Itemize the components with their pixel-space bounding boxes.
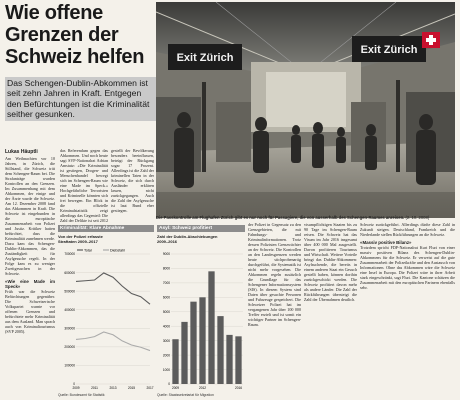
asylum-bar-2011 xyxy=(190,302,196,384)
column-6-text-b: Trotzdem spricht FDP-Nationalrat Kurt Fluri von einer massiv positiven Bilanz des Schengen-Dublin-Abkommens für die Schweiz. Er verweist auf die gute Zusammenarbeit der Polizeikräfte und den Austausch von Informationen. Ohne das Abkommen wäre die Schweiz eine Insel in Europa. Die Polizei wäre in ihrer Arbeit stark eingeschränkt, sagt Fluri. Die Kantone schätzen die Zusammenarbeit mit den europäischen Partnern ebenfalls sehr. xyxy=(360,245,455,290)
column-1-text-b: Früh war die Schweiz Befürchtungen gegenüber. Die Schweizerische Volkspartei warnte vor offenen Grenzen und befürchtete mehr Kriminalität aus dem Ausland. Man sprach auch von Kriminaltourismus (SVP 2005). xyxy=(5,289,55,334)
asylum-x-tick-label: 2012 xyxy=(198,386,207,390)
column-3-text: gestellt der Bevölkerung besonders beeinflussen, betrügt der Rückgang sogar 17 Prozent. Allerdings ist die Zahl der kriminellen Taten in der Schweiz, die sich durch Ausländer erklären lassen, nicht zurückgegangen. Auch die Zahl der Asylgesuche ist laut Bund eher gestiegen. xyxy=(111,148,154,213)
asylum-bar-2016 xyxy=(235,336,241,384)
article-column-2 xyxy=(60,148,108,222)
crime-y-tick-label: 700000 xyxy=(64,252,75,257)
article-column-5 xyxy=(304,222,357,400)
subheading-positive-bilanz: «Massiv positive Bilanz» xyxy=(360,240,412,245)
crime-chart-subtitle-1: Von der Polizei erfasste xyxy=(58,234,103,239)
asylum-bar-2009 xyxy=(172,339,178,384)
headline-line-3: Schweiz helfen xyxy=(5,46,145,68)
asylum-y-tick-label: 0 xyxy=(168,382,170,387)
crime-x-tick-label: 2009 xyxy=(72,386,80,390)
asylum-bar-2013 xyxy=(208,271,214,384)
column-4-text: der Polizei in Gegensatz zu den Grenzgebieten, die mit Fahndungs- und Kriminalinformationen. Trotz dessen Polizisten Grenzwächter an der Schweiz. Die Kontrollen an den Landesgrenzen werden heute stichprobenartig durchgeführt, die Systematik ist nicht mehr vorgesehen. Die Abkommen regeln zusätzlich die Grundlage für das Schengener Informationssystem (SIS). In diesem System sind Daten über gesuchte Personen und Fahrzeuge gespeichert. Die Schweizer Polizei hat im vergangenen Jahr über 100 000 Treffer erzielt und ist somit ein wichtiger Partner im Schengen-Raum. xyxy=(248,222,301,327)
column-5-text: visumpflichtigen Staaten bis zu 90 Tage im Schengen-Raum reisen. Die Schweiz hat das Visum im Jahr 2016 insgesamt über 400 000 Mal ausgestellt. Davon profitieren Tourismus und Wirtschaft. Weitere Vorteile bringt das Dublin-Abkommen: Asylsuchende, die bereits in einem anderen Staat ein Gesuch gestellt haben, können dorthin zurückgeschickt werden. Die Schweiz profitiert davon mehr als andere Länder. Die Zahl der Rückführungen übersteigt die Zahl der Übernahmen deutlich. xyxy=(304,222,357,302)
column-2-text: das Referendum gegen das Abkommen. Und noch heute sagt SVP-Nationalrat Adrian Amstutz: «Die Kriminalität ist gestiegen, Drogen- und Menschenhandel bewegt sich im Schengen-Raum wie eine Made im Speck.» Hochgefährliche Terroristen und Kriminelle könnten sich frei bewegen. Ein Blick in die offizielle Kriminalstatistik zeigt allerdings das Gegenteil: Die Zahl der Delikte ist seit 2012 xyxy=(60,148,108,222)
crime-y-tick-label: 600000 xyxy=(64,270,75,275)
author-byline: Lukas Häuptli xyxy=(5,149,38,155)
asylum-y-tick-label: 7000 xyxy=(162,281,170,286)
asylum-bar-2012 xyxy=(199,297,205,384)
asylum-y-tick-label: 2000 xyxy=(162,353,170,358)
headline-line-2: Grenzen der xyxy=(5,24,119,46)
asylum-chart-banner: Asyl: Schweiz profitiert xyxy=(157,225,245,232)
subheading-made-im-speck: «Wie eine Made im Speck» xyxy=(5,279,55,289)
asylum-x-tick-label: 2009 xyxy=(171,386,180,390)
photo-caption xyxy=(156,215,456,220)
asylum-y-tick-label: 3000 xyxy=(162,338,170,343)
crime-x-tick-label: 2017 xyxy=(146,386,154,390)
crime-y-tick-label: 0 xyxy=(73,382,75,387)
crime-chart xyxy=(58,225,154,400)
crime-series-line-theft xyxy=(76,332,150,351)
asylum-chart-subtitle-2: 2009–2016 xyxy=(157,238,178,244)
article-deck: Das Schengen-Dublin-Abkommen ist seit zehn Jahren in Kraft. Entgegen den Befürchtungen ist die Kriminalität seither gesunken. xyxy=(5,77,159,121)
airport-photo xyxy=(156,2,455,218)
legend-total-label: Total xyxy=(84,248,92,253)
crime-series-line-total xyxy=(76,273,150,304)
crime-y-tick-label: 400000 xyxy=(64,307,75,312)
asylum-bar-2015 xyxy=(226,335,232,384)
legend-theft-label: Diebstahl xyxy=(110,248,125,253)
crime-y-tick-label: 100000 xyxy=(64,363,75,368)
airport-passport-control-image xyxy=(156,2,455,218)
crime-x-tick-label: 2015 xyxy=(127,386,136,390)
asylum-bar-2014 xyxy=(217,316,223,384)
asylum-y-tick-label: 1000 xyxy=(162,367,170,372)
asylum-y-tick-label: 6000 xyxy=(162,295,170,300)
article-column-1 xyxy=(5,156,55,400)
article-column-3 xyxy=(111,148,154,222)
article-column-4 xyxy=(248,222,301,400)
photo-caption-credit: (2. 10. 2008) xyxy=(405,215,430,220)
crime-line-chart xyxy=(58,246,154,396)
crime-chart-banner: Kriminalität: Klare Abnahme xyxy=(58,225,154,232)
asylum-x-tick-label: 2016 xyxy=(234,386,243,390)
exit-sign-left-label: Exit Zürich xyxy=(176,52,234,64)
crime-chart-subtitle-2: Straftaten 2009–2017 xyxy=(58,238,98,244)
asylum-chart-subtitle-1: Zahl der Dublin-Abschiebungen xyxy=(157,234,218,239)
column-6-text: Schweiz zurückgeführt. Allerdings dürfte diese Zahl in Zukunft steigen. Deutschland, Frankreich und die Niederlande stellen Rückführungen an die Schweiz. xyxy=(360,222,455,237)
asylum-y-tick-label: 4000 xyxy=(162,324,170,329)
asylum-y-tick-label: 5000 xyxy=(162,309,170,314)
exit-sign-right-label: Exit Zürich xyxy=(360,44,418,56)
asylum-chart-subtitle xyxy=(157,235,243,244)
asylum-bar-chart xyxy=(157,246,245,396)
article-column-6 xyxy=(360,222,455,400)
column-1-text: Am Weihnachten vor 10 Jahren, in Zürich, die Stillstand, die Schweiz tritt dem Schengen-Raum bei. Die Strafanträge wurden Kontrollen an den Grenzen. Im Zusammenhang mit dem Abkommen, der einige und der Ärzte wurde die Schweiz. Am 12. Dezember 2008 fand das Abkommen in Kraft. Die Schweiz ist eingebunden in die europäische Zusammenarbeit von Polizei und Justiz. Kritiker hatten befürchtet, dass die Kriminalität zunehmen werde. Dazu kam das Schengen-Dublin-Abkommen, das die Zuständigkeit für Asylgesuche regelt. In der Folge kam es zu weniger Zweitgesuchen in der Schweiz. xyxy=(5,156,55,276)
crime-x-tick-label: 2011 xyxy=(91,386,98,390)
crime-chart-source: Quelle: Bundesamt für Statistik xyxy=(58,393,105,397)
asylum-chart-source: Quelle: Staatssekretariat für Migration xyxy=(157,393,214,397)
headline-line-1: Wie offene xyxy=(5,2,103,24)
exit-sign-left xyxy=(168,44,242,70)
crime-y-tick-label: 200000 xyxy=(64,345,75,350)
crime-y-tick-label: 500000 xyxy=(64,289,75,294)
asylum-bar-2010 xyxy=(181,322,187,384)
photo-caption-text: Die Passkontrolle am Flughafen Zürich gibt es nur noch für Passagiere, die von ausserhalb des Schengen-Raumes anreisen. xyxy=(156,215,405,220)
asylum-y-tick-label: 9000 xyxy=(162,252,170,257)
crime-x-tick-label: 2013 xyxy=(109,386,117,390)
asylum-y-tick-label: 8000 xyxy=(162,266,170,271)
headline xyxy=(5,2,155,68)
crime-y-tick-label: 300000 xyxy=(64,326,75,331)
asylum-chart xyxy=(157,225,245,400)
crime-chart-subtitle xyxy=(58,235,152,244)
